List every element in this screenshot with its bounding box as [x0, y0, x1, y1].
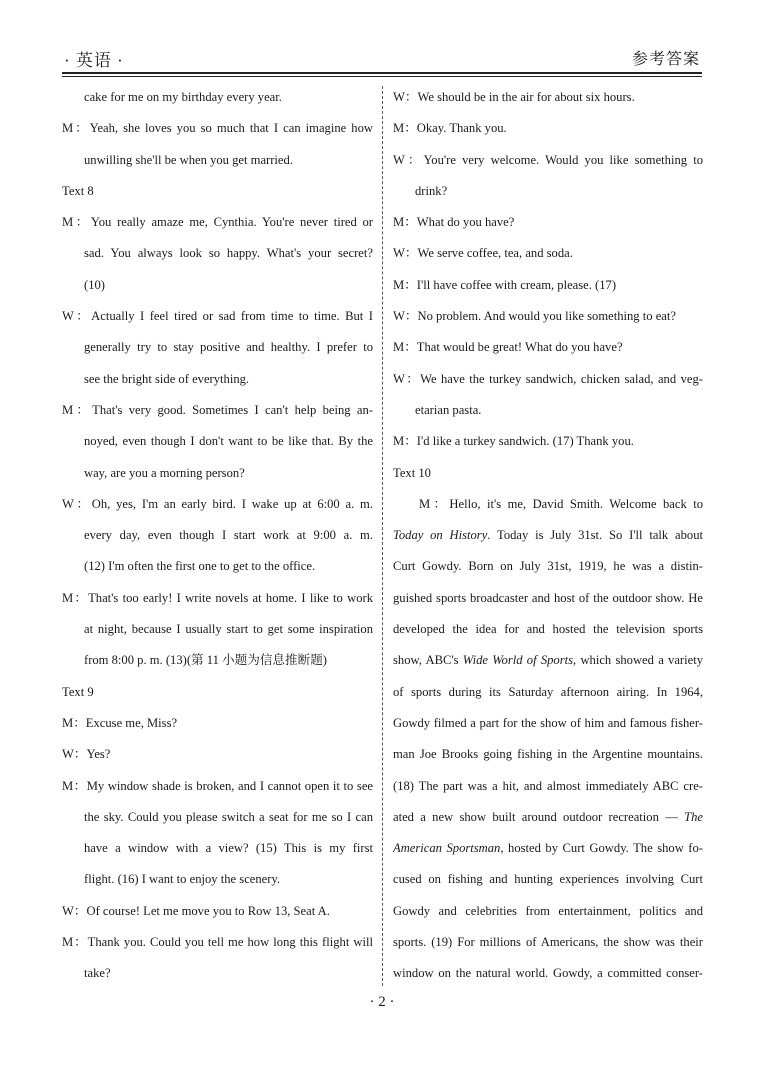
text-line: Gowdy filmed a part for the show of him and famous fisher- [393, 715, 703, 730]
text-line: sports. (19) For millions of Americans, the show was their [393, 935, 703, 950]
text-line: noyed, even though I don't want to be like that. By the [84, 434, 373, 449]
text-line: the sky. Could you please switch a seat for me so I can [84, 809, 373, 824]
text-line: Text 10 [393, 465, 431, 480]
text-line: show, ABC's Wide World of Sports, which showed a variety [393, 653, 703, 668]
text-line: man Joe Brooks going fishing in the Argentine mountains. [393, 747, 703, 762]
right-column [393, 82, 703, 990]
text-line: W：We have the turkey sandwich, chicken salad, and veg- [393, 371, 703, 386]
text-line: M：My window shade is broken, and I cannot open it to see [62, 778, 373, 793]
text-line: see the bright side of everything. [84, 371, 250, 386]
text-line: Text 8 [62, 183, 94, 198]
text-line: M：You really amaze me, Cynthia. You're never tired or [62, 215, 373, 230]
text-line: guished sports broadcaster and host of the outdoor show. He [393, 590, 703, 605]
text-line: unwilling she'll be when you get married. [84, 152, 293, 167]
text-line: cused on fishing and hunting experiences involving Curt [393, 872, 703, 887]
subject-label: · 英语 · [64, 51, 124, 70]
text-line: (10) [84, 277, 105, 292]
page-header [62, 42, 702, 72]
text-line: Gowdy and celebrities from entertainment, politics and [393, 903, 703, 918]
text-line: way, are you a morning person? [84, 465, 245, 480]
text-line: (18) The part was a hit, and almost immediately ABC cre- [393, 778, 703, 793]
text-line: drink? [415, 183, 448, 198]
text-line: flight. (16) I want to enjoy the scenery. [84, 872, 281, 887]
text-line: W：You're very welcome. Would you like something to [393, 152, 703, 167]
text-line: Text 9 [62, 684, 94, 699]
header-rule-thick [62, 72, 702, 74]
text-line: M：That's too early! I write novels at home. I like to work [62, 590, 373, 605]
left-column [62, 82, 373, 990]
section-label: 参考答案 [631, 51, 700, 68]
page-number: · 2 · [369, 994, 395, 1010]
text-line: W：No problem. And would you like something to eat? [393, 309, 676, 324]
header-rule-thin [62, 76, 702, 77]
text-line: every day, even though I start work at 9:00 a. m. [84, 528, 373, 543]
text-line: M：I'll have coffee with cream, please. (17) [393, 277, 617, 292]
text-line: M：I'd like a turkey sandwich. (17) Thank you. [393, 434, 634, 449]
text-line: at night, because I usually start to get some inspiration [84, 622, 373, 637]
text-line: M：That's very good. Sometimes I can't help being an- [62, 402, 373, 417]
text-line: etarian pasta. [415, 402, 482, 417]
text-line: American Sportsman, hosted by Curt Gowdy. The show fo- [393, 841, 703, 856]
text-line: from 8:00 p. m. (13)(第 11 小题为信息推断题) [84, 653, 327, 668]
text-line: W：Of course! Let me move you to Row 13, Seat A. [62, 903, 330, 918]
text-line: ated a new show built around outdoor recreation — The [393, 809, 703, 824]
text-line: of sports during its Saturday afternoon airing. In 1964, [393, 684, 703, 699]
text-line: Today on History. Today is July 31st. So I'll talk about [393, 528, 703, 543]
text-line: have a window with a view? (15) This is my first [84, 841, 373, 856]
text-line: cake for me on my birthday every year. [84, 90, 282, 104]
text-line: Curt Gowdy. Born on July 31st, 1919, he was a distin- [393, 559, 703, 574]
text-line: window on the natural world. Gowdy, a committed conser- [393, 966, 703, 981]
text-line: M：Yeah, she loves you so much that I can imagine how [62, 121, 373, 136]
text-line: sad. You always look so happy. What's your secret? [84, 246, 373, 261]
text-line: generally try to stay positive and healthy. I prefer to [84, 340, 373, 355]
text-line: M：Okay. Thank you. [393, 121, 507, 136]
text-line: M：Thank you. Could you tell me how long this flight will [62, 935, 373, 950]
text-line: W：We serve coffee, tea, and soda. [393, 246, 573, 261]
text-line: M：Excuse me, Miss? [62, 715, 178, 730]
text-line: M：That would be great! What do you have? [393, 340, 623, 355]
text-line: W：Actually I feel tired or sad from time to time. But I [62, 309, 373, 324]
text-line: W：Yes? [62, 747, 111, 762]
text-line: W：We should be in the air for about six hours. [393, 90, 635, 104]
text-line: M：What do you have? [393, 215, 515, 230]
text-line: developed the idea for and hosted the television sports [393, 622, 703, 637]
column-divider [382, 86, 383, 986]
text-line: M：Hello, it's me, David Smith. Welcome back to [419, 496, 703, 511]
text-line: W：Oh, yes, I'm an early bird. I wake up at 6:00 a. m. [62, 496, 373, 511]
text-line: take? [84, 966, 111, 981]
text-line: (12) I'm often the first one to get to the office. [84, 559, 316, 574]
